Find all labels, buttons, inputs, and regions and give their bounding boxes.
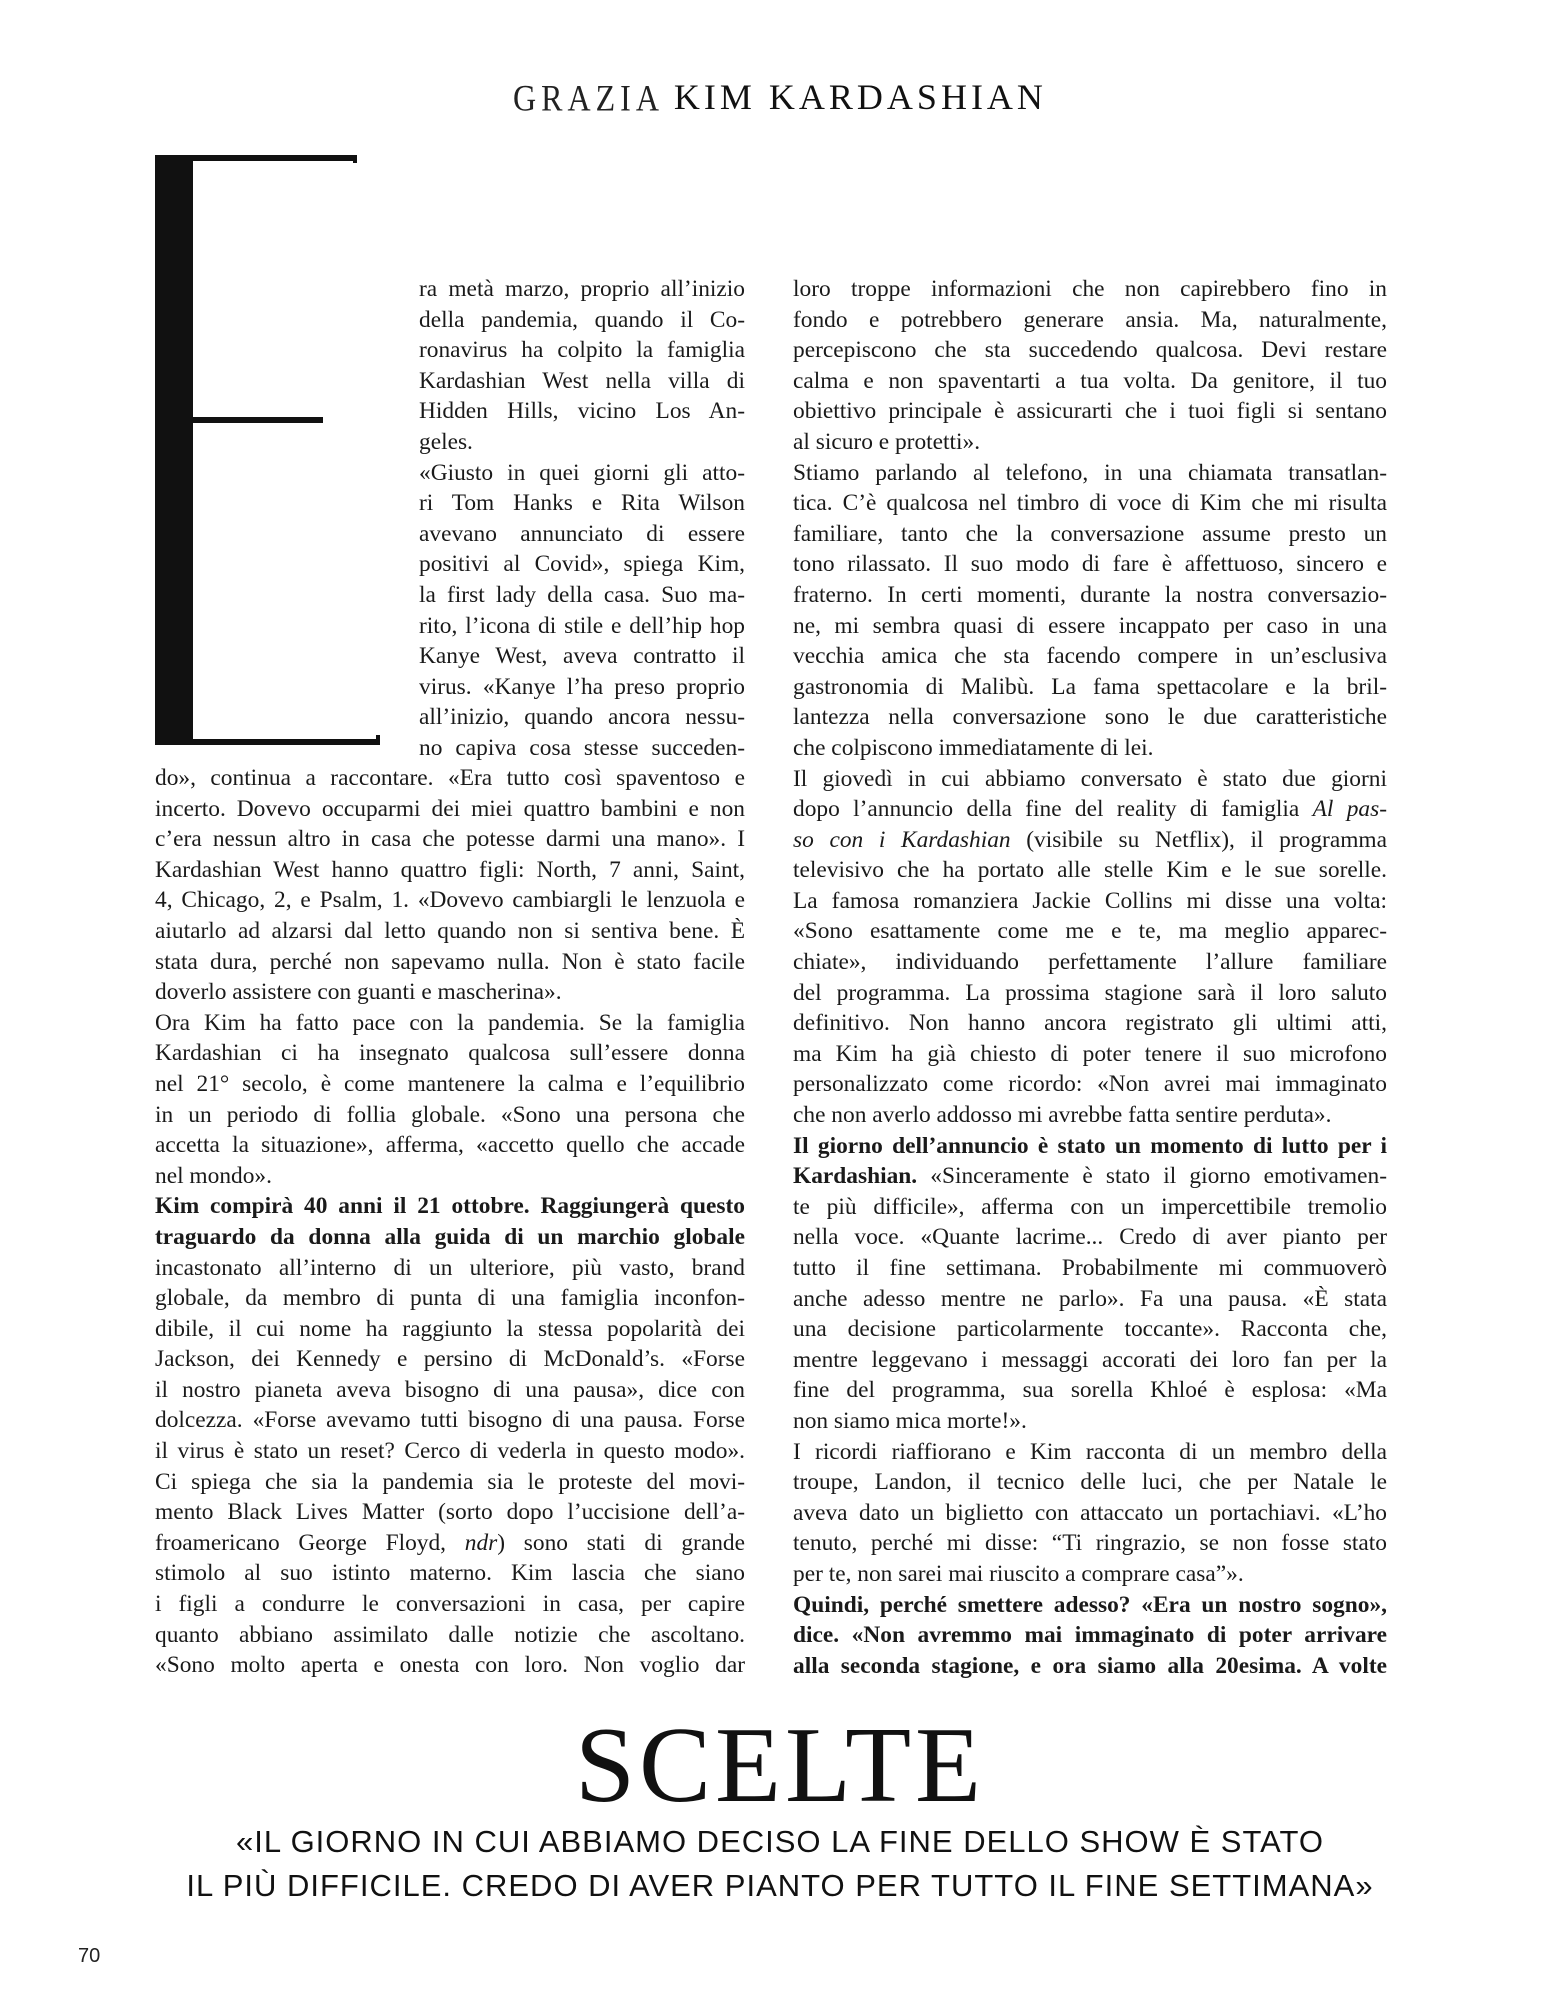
- text-line: Quindi, perché smettere adesso? «Era un nostro sogno»,: [793, 1591, 1387, 1618]
- text-line: Kardashian West nella villa di: [419, 367, 745, 394]
- text-line: chiate», individuando perfettamente l’allure familiare: [793, 949, 1387, 976]
- text-line: Kardashian West hanno quattro figli: North, 7 anni, Saint,: [155, 856, 745, 883]
- text-line: froamericano George Floyd, ndr) sono stati di grande: [155, 1529, 745, 1556]
- text-line: il virus è stato un reset? Cerco di vederla in questo modo».: [155, 1438, 745, 1465]
- text-line: lantezza nella conversazione sono le due caratteristiche: [793, 704, 1387, 731]
- text-line: virus. «Kanye l’ha preso proprio: [419, 673, 745, 700]
- text-line: Jackson, dei Kennedy e persino di McDonald’s. «Forse: [155, 1346, 745, 1373]
- text-line: Il giovedì in cui abbiamo conversato è stato due giorni: [793, 765, 1387, 792]
- text-line: alla seconda stagione, e ora siamo alla 20esima. A volte: [793, 1652, 1387, 1679]
- text-line: anche adesso mentre ne parlo». Fa una pausa. «È stata: [793, 1285, 1387, 1312]
- text-line: «Giusto in quei giorni gli atto-: [419, 459, 745, 486]
- text-line: rito, l’icona di stile e dell’hip hop: [419, 612, 745, 639]
- text-line: all’inizio, quando ancora nessu-: [419, 704, 745, 731]
- text-line: mento Black Lives Matter (sorto dopo l’uccisione dell’a-: [155, 1499, 745, 1526]
- text-line: vecchia amica che sta facendo compere in un’esclusiva: [793, 643, 1387, 670]
- text-line: che non averlo addosso mi avrebbe fatta sentire perduta».: [793, 1102, 1332, 1129]
- text-line: Il giorno dell’annuncio è stato un momento di lutto per i: [793, 1132, 1387, 1159]
- text-line: calma e non spaventarti a tua volta. Da genitore, il tuo: [793, 367, 1387, 394]
- text-line: troupe, Landon, il tecnico delle luci, che per Natale le: [793, 1469, 1387, 1496]
- text-line: «Sono molto aperta e onesta con loro. Non voglio dar: [155, 1652, 745, 1679]
- text-line: per te, non sarei mai riuscito a comprare casa”».: [793, 1560, 1244, 1587]
- text-line: che colpiscono immediatamente di lei.: [793, 734, 1154, 761]
- text-line: geles.: [419, 428, 473, 455]
- text-line: ne, mi sembra quasi di essere incappato per caso in una: [793, 612, 1387, 639]
- text-line: Ci spiega che sia la pandemia sia le proteste del movi-: [155, 1468, 745, 1495]
- text-line: incerto. Dovevo occuparmi dei miei quattro bambini e non: [155, 795, 745, 822]
- article-column-right: [793, 274, 1387, 1681]
- text-line: ma Kim ha già chiesto di poter tenere il suo microfono: [793, 1040, 1387, 1067]
- text-line: positivi al Covid», spiega Kim,: [419, 551, 745, 578]
- text-line: fine del programma, sua sorella Khloé è esplosa: «Ma: [793, 1377, 1387, 1404]
- text-line: quanto abbiano assimilato dalle notizie che ascoltano.: [155, 1621, 745, 1648]
- text-line: Stiamo parlando al telefono, in una chiamata transatlan-: [793, 459, 1387, 486]
- text-line: i figli a condurre le conversazioni in casa, per capire: [155, 1591, 745, 1618]
- text-line: La famosa romanziera Jackie Collins mi disse una volta:: [793, 887, 1387, 914]
- text-line: stata dura, perché non sapevamo nulla. Non è stato facile: [155, 948, 745, 975]
- text-line: nel mondo».: [155, 1162, 272, 1189]
- magazine-brand: GRAZIA: [513, 77, 664, 119]
- text-line: «Sono esattamente come me e te, ma meglio apparec-: [793, 918, 1387, 945]
- text-line: nella voce. «Quante lacrime... Credo di aver pianto per: [793, 1224, 1387, 1251]
- text-line: tica. C’è qualcosa nel timbro di voce di Kim che mi risulta: [793, 490, 1387, 517]
- pull-title: SCELTE: [574, 1706, 986, 1825]
- text-line: so con i Kardashian (visibile su Netflix), il programma: [793, 826, 1387, 853]
- text-line: no capiva cosa stesse succeden-: [419, 734, 745, 761]
- text-line: fondo e potrebbero generare ansia. Ma, naturalmente,: [793, 306, 1387, 333]
- text-line: avevano annunciato di essere: [419, 520, 745, 547]
- text-line: dibile, il cui nome ha raggiunto la stessa popolarità dei: [155, 1315, 745, 1342]
- page-number: 70: [78, 1945, 101, 1967]
- text-line: gastronomia di Malibù. La fama spettacolare e la bril-: [793, 673, 1387, 700]
- text-line: il nostro pianeta aveva bisogno di una pausa», dice con: [155, 1376, 745, 1403]
- text-line: fraterno. In certi momenti, durante la nostra conversazio-: [793, 581, 1387, 608]
- text-line: dolcezza. «Forse avevamo tutti bisogno di una pausa. Forse: [155, 1407, 745, 1434]
- text-line: 4, Chicago, 2, e Psalm, 1. «Dovevo cambiargli le lenzuola e: [155, 887, 745, 914]
- pull-quote-line: IL PIÙ DIFFICILE. CREDO DI AVER PIANTO PER TUTTO IL FINE SETTIMANA»: [186, 1868, 1374, 1903]
- text-line: aiutarlo ad alzarsi dal letto quando non si sentiva bene. È: [155, 917, 745, 944]
- text-line: Kim compirà 40 anni il 21 ottobre. Raggiungerà questo: [155, 1193, 745, 1220]
- text-line: te più difficile», afferma con un impercettibile tremolio: [793, 1193, 1387, 1220]
- text-line: tono rilassato. Il suo modo di fare è affettuoso, sincero e: [793, 551, 1387, 578]
- text-line: tutto il fine settimana. Probabilmente mi commuoverò: [793, 1255, 1387, 1281]
- text-line: ronavirus ha colpito la famiglia: [419, 337, 745, 364]
- text-line: della pandemia, quando il Co-: [419, 306, 745, 333]
- text-line: Kardashian ci ha insegnato qualcosa sull’essere donna: [155, 1040, 745, 1067]
- text-line: la first lady della casa. Suo ma-: [419, 581, 745, 608]
- text-line: una decisione particolarmente toccante». Racconta che,: [793, 1316, 1387, 1343]
- text-line: dice. «Non avremmo mai immaginato di poter arrivare: [793, 1622, 1387, 1649]
- text-line: nel 21° secolo, è come mantenere la calma e l’equilibrio: [155, 1070, 745, 1097]
- masthead: [0, 76, 1560, 118]
- text-line: familiare, tanto che la conversazione assume presto un: [793, 520, 1387, 547]
- text-line: Kanye West, aveva contratto il: [419, 643, 745, 670]
- text-line: dopo l’annuncio della fine del reality di famiglia Al pas-: [793, 796, 1387, 823]
- drop-cap: [155, 155, 380, 745]
- text-line: Hidden Hills, vicino Los An-: [419, 398, 745, 425]
- text-line: loro troppe informazioni che non capirebbero fino in: [793, 276, 1387, 302]
- text-line: do», continua a raccontare. «Era tutto così spaventoso e: [155, 765, 745, 791]
- text-line: in un periodo di follia globale. «Sono una persona che: [155, 1101, 745, 1128]
- text-line: televisivo che ha portato alle stelle Kim e le sue sorelle.: [793, 857, 1387, 884]
- text-line: incastonato all’interno di un ulteriore, più vasto, brand: [155, 1254, 745, 1281]
- text-line: doverlo assistere con guanti e mascherina».: [155, 979, 562, 1006]
- text-line: definitivo. Non hanno ancora registrato gli ultimi atti,: [793, 1010, 1387, 1037]
- text-line: Ora Kim ha fatto pace con la pandemia. Se la famiglia: [155, 1009, 745, 1036]
- text-line: stimolo al suo istinto materno. Kim lascia che siano: [155, 1560, 745, 1587]
- text-line: mentre leggevano i messaggi accorati dei loro fan per la: [793, 1346, 1387, 1373]
- text-line: ra metà marzo, proprio all’inizio: [419, 276, 745, 302]
- text-line: del programma. La prossima stagione sarà il loro saluto: [793, 979, 1387, 1006]
- text-line: Kardashian. «Sinceramente è stato il giorno emotivamen-: [793, 1163, 1387, 1190]
- text-line: I ricordi riaffiorano e Kim racconta di un membro della: [793, 1438, 1387, 1465]
- text-line: traguardo da donna alla guida di un marchio globale: [155, 1223, 745, 1250]
- text-line: accetta la situazione», afferma, «accetto quello che accade: [155, 1132, 745, 1159]
- text-line: personalizzato come ricordo: «Non avrei mai immaginato: [793, 1071, 1387, 1098]
- text-line: tenuto, perché mi disse: “Ti ringrazio, se non fosse stato: [793, 1530, 1387, 1557]
- section-title: KIM KARDASHIAN: [673, 77, 1047, 117]
- article-column-left-top: [419, 274, 745, 764]
- text-line: al sicuro e protetti».: [793, 428, 981, 455]
- pull-quote: [0, 1820, 1560, 1908]
- text-line: non siamo mica morte!».: [793, 1407, 1027, 1434]
- pull-quote-line: «IL GIORNO IN CUI ABBIAMO DECISO LA FINE DELLO SHOW È STATO: [236, 1824, 1324, 1859]
- text-line: c’era nessun altro in casa che potesse darmi una mano». I: [155, 826, 745, 853]
- text-line: obiettivo principale è assicurarti che i tuoi figli si sentano: [793, 398, 1387, 425]
- text-line: aveva dato un biglietto con attaccato un portachiavi. «L’ho: [793, 1499, 1387, 1526]
- article-column-left: [155, 763, 745, 1681]
- text-line: percepiscono che sta succedendo qualcosa. Devi restare: [793, 337, 1387, 364]
- text-line: ri Tom Hanks e Rita Wilson: [419, 490, 745, 517]
- text-line: globale, da membro di punta di una famiglia inconfon-: [155, 1285, 745, 1312]
